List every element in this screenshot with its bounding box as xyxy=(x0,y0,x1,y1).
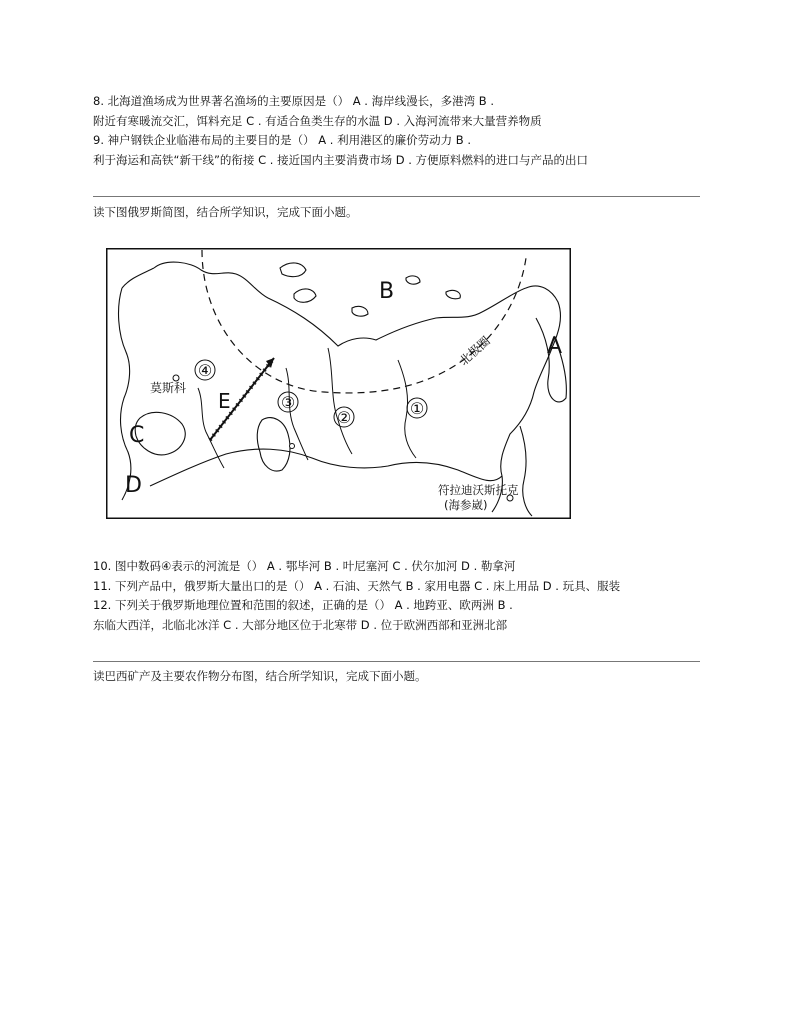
map-label-moscow: 莫斯科 xyxy=(150,381,187,395)
map-label-1: ① xyxy=(409,399,425,418)
question-8-line-1: 8. 北海道渔场成为世界著名渔场的主要原因是（） A . 海岸线漫长，多港湾 B . xyxy=(93,94,494,108)
question-11: 11. 下列产品中，俄罗斯大量出口的是（） A . 石油、天然气 B . 家用电器 C . 床上用品 D . 玩具、服装 xyxy=(93,579,621,593)
question-12-line-2: 东临大西洋，北临北冰洋 C . 大部分地区位于北寒带 D . 位于欧洲西部和亚洲北部 xyxy=(93,618,508,632)
map-label-3: ③ xyxy=(280,393,296,412)
section-divider xyxy=(93,196,700,197)
map-label-c: C xyxy=(129,423,145,448)
map-label-b: B xyxy=(379,279,395,304)
map-label-arctic-circle: 北极圈 xyxy=(456,333,493,369)
question-10: 10. 图中数码④表示的河流是（） A . 鄂毕河 B . 叶尼塞河 C . 伏尔加河 D . 勒拿河 xyxy=(93,559,516,573)
question-9-line-2: 利于海运和高铁“新干线”的衔接 C . 接近国内主要消费市场 D . 方便原料燃料的进口与产品的出口 xyxy=(93,153,589,167)
map-label-vladivostok: 符拉迪沃斯托克 xyxy=(438,483,519,497)
section-divider-2 xyxy=(93,661,700,662)
map-label-a: A xyxy=(547,334,563,359)
map-label-4: ④ xyxy=(197,361,213,380)
russia-map xyxy=(106,248,571,519)
map-label-d: D xyxy=(125,473,142,498)
map-label-vladivostok-alt: (海参崴) xyxy=(444,498,488,512)
question-8-line-2: 附近有寒暖流交汇，饵料充足 C . 有适合鱼类生存的水温 D . 入海河流带来大量营养物质 xyxy=(93,114,542,128)
question-12-line-1: 12. 下列关于俄罗斯地理位置和范围的叙述，正确的是（） A . 地跨亚、欧两洲 B . xyxy=(93,598,513,612)
map-intro-text: 读下图俄罗斯简图，结合所学知识，完成下面小题。 xyxy=(93,205,358,219)
question-9-line-1: 9. 神户钢铁企业临港布局的主要目的是（） A . 利用港区的廉价劳动力 B . xyxy=(93,133,471,147)
map-label-2: ② xyxy=(336,408,352,427)
brazil-intro-text: 读巴西矿产及主要农作物分布图，结合所学知识，完成下面小题。 xyxy=(93,669,427,683)
map-label-e: E xyxy=(218,389,231,413)
